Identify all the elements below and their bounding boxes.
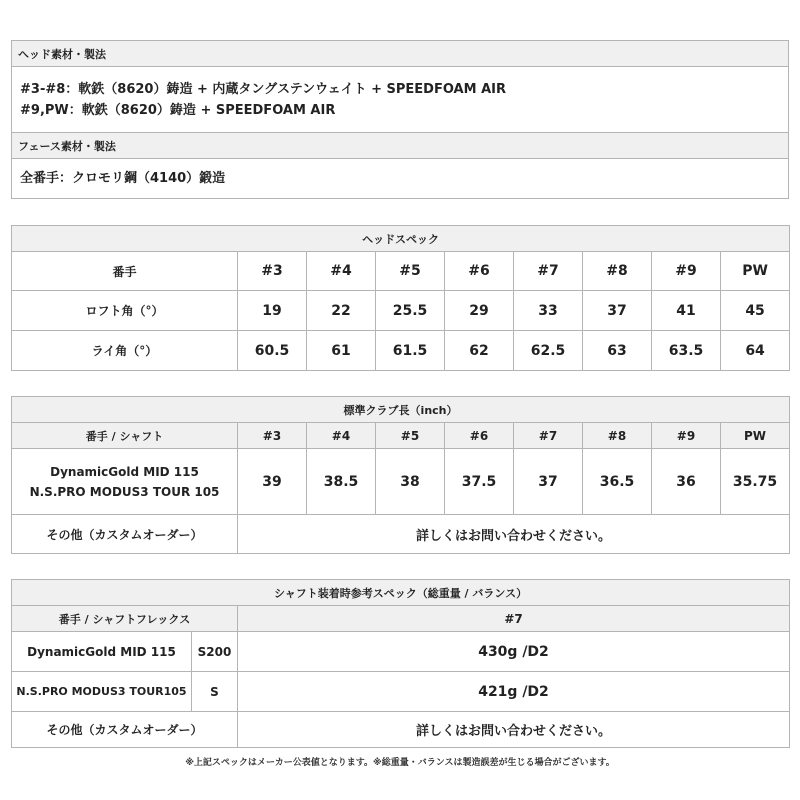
cell: 64 [721, 331, 790, 371]
shaft-name: DynamicGold MID 115 [50, 464, 199, 479]
table-row [12, 515, 790, 554]
table-row [12, 252, 790, 291]
cell: 41 [652, 291, 721, 331]
header-cell: #9 [652, 423, 721, 449]
cell: 37 [514, 449, 583, 515]
header-cell: #4 [307, 423, 376, 449]
cell: #7 [514, 252, 583, 291]
header-label: 番手 / シャフトフレックス [12, 606, 238, 632]
cell: #5 [376, 252, 445, 291]
face-material-text [12, 159, 789, 199]
cell: #4 [307, 252, 376, 291]
shaft-spec-title: シャフト装着時参考スペック（総重量 / バランス） [12, 580, 790, 606]
shaft-name: N.S.PRO MODUS3 TOUR 105 [29, 484, 220, 499]
weight-balance-cell: 421g /D2 [238, 672, 790, 712]
table-row [12, 291, 790, 331]
cell: 60.5 [238, 331, 307, 371]
flex-cell: S200 [192, 632, 238, 672]
table-row [12, 712, 790, 748]
row-label: ライ角（°） [12, 331, 238, 371]
head-spec-table [11, 225, 790, 371]
inquiry-text: 詳しくはお問い合わせください。 [238, 515, 790, 554]
table-row [12, 606, 790, 632]
cell: #8 [583, 252, 652, 291]
cell: 33 [514, 291, 583, 331]
shaft-name: N.S.PRO MODUS3 TOUR105 [12, 672, 192, 712]
flex-cell: S [192, 672, 238, 712]
cell: 45 [721, 291, 790, 331]
row-label: その他（カスタムオーダー） [12, 712, 238, 748]
header-cell: #5 [376, 423, 445, 449]
cell: #3 [238, 252, 307, 291]
cell: 38 [376, 449, 445, 515]
club-length-table [11, 396, 790, 554]
cell: 39 [238, 449, 307, 515]
cell: 63.5 [652, 331, 721, 371]
cell: 36 [652, 449, 721, 515]
shaft-spec-table [11, 579, 790, 748]
shaft-name: DynamicGold MID 115 [12, 632, 192, 672]
header-cell: #6 [445, 423, 514, 449]
table-row [12, 331, 790, 371]
cell: 35.75 [721, 449, 790, 515]
footnote: ※上記スペックはメーカー公表値となります。※総重量・バランスは製造誤差が生じる場合がございます。 [185, 758, 615, 768]
header-cell: #7 [238, 606, 790, 632]
cell: 37 [583, 291, 652, 331]
row-label: ロフト角（°） [12, 291, 238, 331]
inquiry-text: 詳しくはお問い合わせください。 [238, 712, 790, 748]
row-label: その他（カスタムオーダー） [12, 515, 238, 554]
face-material-label: フェース素材・製法 [12, 133, 789, 159]
cell: 62.5 [514, 331, 583, 371]
cell: 25.5 [376, 291, 445, 331]
cell: 37.5 [445, 449, 514, 515]
head-material-line: #9,PW：軟鉄（8620）鋳造 + SPEEDFOAM AIR [20, 102, 336, 118]
table-row [12, 449, 790, 515]
cell: 61.5 [376, 331, 445, 371]
cell: 62 [445, 331, 514, 371]
head-material-text [12, 67, 789, 133]
row-label: 番手 [12, 252, 238, 291]
club-length-title: 標準クラブ長（inch） [12, 397, 790, 423]
table-row [12, 672, 790, 712]
head-material-line: #3-#8：軟鉄（8620）鋳造 + 内蔵タングステンウェイト + SPEEDFOAM AIR [20, 81, 506, 97]
header-cell: PW [721, 423, 790, 449]
header-cell: #8 [583, 423, 652, 449]
header-cell: #7 [514, 423, 583, 449]
cell: 19 [238, 291, 307, 331]
cell: 61 [307, 331, 376, 371]
head-spec-title: ヘッドスペック [12, 226, 790, 252]
cell: 22 [307, 291, 376, 331]
face-material-line: 全番手：クロモリ鋼（4140）鍛造 [20, 171, 226, 186]
material-section [11, 40, 789, 199]
cell: #9 [652, 252, 721, 291]
weight-balance-cell: 430g /D2 [238, 632, 790, 672]
shaft-names [12, 449, 238, 515]
cell: PW [721, 252, 790, 291]
cell: #6 [445, 252, 514, 291]
cell: 36.5 [583, 449, 652, 515]
table-row [12, 423, 790, 449]
cell: 29 [445, 291, 514, 331]
header-cell: #3 [238, 423, 307, 449]
table-row [12, 632, 790, 672]
head-material-label: ヘッド素材・製法 [12, 41, 789, 67]
cell: 63 [583, 331, 652, 371]
cell: 38.5 [307, 449, 376, 515]
header-label: 番手 / シャフト [12, 423, 238, 449]
